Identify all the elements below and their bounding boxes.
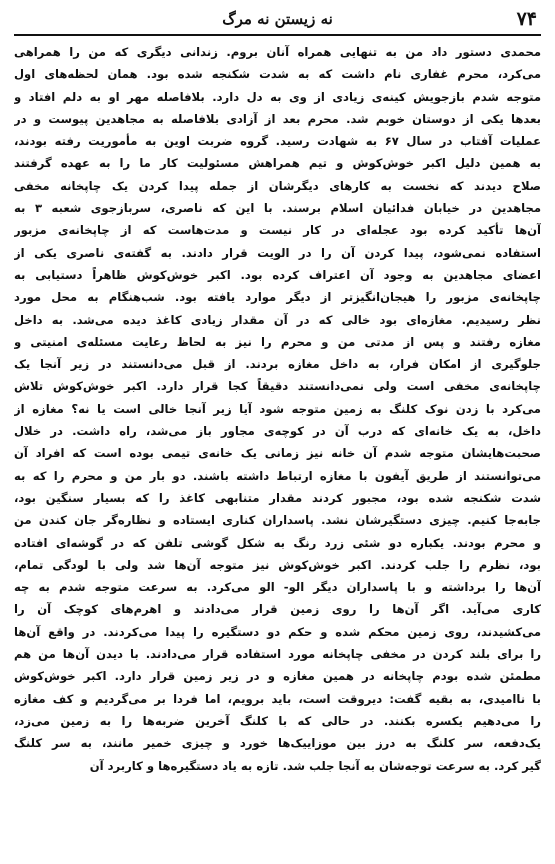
text-line: با ناامیدی، به بقیه گفت: دیروقت است، باید برویم، اما فردا بر می‌گردیم و کف مغازه xyxy=(14,691,541,706)
body-text xyxy=(14,41,541,777)
text-line: را می‌دهیم یکسره بکنند. در حالی که با کلنگ آخرین ضربه‌ها را به زمین می‌زد، xyxy=(14,713,541,728)
text-line: می‌کشیدند، روی زمین محکم شده و حکم دو دستگیره را پیدا می‌کردند. در واقع آن‌ها xyxy=(14,624,541,639)
text-line: صحبت‌هایشان متوجه شدم آن خانه نیز زمانی یک خانه‌ی تیمی بوده است که افراد آن xyxy=(14,446,541,461)
text-line: شدت شکنجه شده بود، مجبور کردند مقدار متنابهی کاغذ را که بسیار سنگین بود، xyxy=(14,490,541,505)
text-line: بود، نظرم را جلب کردند. اکبر خوش‌کوش نیز متوجه آن‌ها شد ولی با لودگی تمام، xyxy=(14,557,541,572)
text-line: می‌کرد، محرم غفاری نام داشت که به شدت شکنجه شده بود. همان لحظه‌های اول xyxy=(14,67,541,82)
text-line: مغازه رفتند و پس از مدتی من و محرم را نیز به لحاظ رعایت مسئله‌ی امنیتی و xyxy=(14,334,541,349)
text-line: چاپخانه‌ی مزبور را هیجان‌انگیزتر از دیگر موارد یافته بود. شب‌هنگام به محل مورد xyxy=(14,290,541,305)
text-line: داخل، به یک خانه‌ای که درب آن در کوچه‌ی مجاور باز می‌شد، راه داشت. در خلال xyxy=(14,424,541,439)
text-line: آن‌ها را برداشته و با پاسداران دیگر الو- الو می‌کرد. به سرعت متوجه شدم به چه xyxy=(14,580,541,595)
text-line: می‌کرد با زدن نوک کلنگ به زمین متوجه شود آیا زیر آنجا خالی است یا نه؟ مغازه از xyxy=(14,401,541,416)
text-line: مطمئن شده بودم چاپخانه در همین مغازه و در زیر زمین قرار دارد. اکبر خوش‌کوش xyxy=(14,669,541,684)
text-line: مجاهدین در خیابان فدائیان اسلام برسند. با این که ناصری، سربازجوی شعبه ۳ به xyxy=(14,201,541,216)
text-line: به همین دلیل اکبر خوش‌کوش و تیم همراهش مسئولیت کار ما را به عهده گرفتند xyxy=(14,156,541,171)
text-line: بعدها یکی از دوستان خوبم شد. محرم بعد از آزادی بلافاصله به مجاهدین پیوست و در xyxy=(14,111,541,126)
text-line: متوجه شدم بازجویش کینه‌ی زیادی از وی به دل دارد. بلافاصله مهر او به دلم افتاد و xyxy=(14,89,541,104)
text-line: عملیات آفتاب در سال ۶۷ به شهادت رسید. گروه ضربت اوین به مأموریت رفته بودند، xyxy=(14,134,541,149)
text-line: صلاح دیدند که نخست به کارهای دیگرشان از جمله پیدا کردن یک چاپخانه مخفی xyxy=(14,178,541,193)
page-number: ۷۴ xyxy=(516,8,537,30)
text-line: کاری می‌آید. اگر آن‌ها را روی زمین قرار می‌دادند و اهرم‌های کوچک آن را xyxy=(14,602,541,617)
text-line: آن‌ها تأکید کرده بود عجله‌ای در کار نیست و مدت‌هاست که از چاپخانه‌ی مزبور xyxy=(14,223,541,238)
running-title: نه زیستن نه مرگ xyxy=(222,10,333,28)
text-line: چاپخانه‌ی مخفی است ولی نمی‌دانستند دقیقاً کجا قرار دارد. اکبر خوش‌کوش تلاش xyxy=(14,379,541,394)
header-divider xyxy=(14,34,541,36)
text-line: گیر کرد. به سرعت توجه‌شان به آنجا جلب شد. تازه به یاد دستگیره‌ها و کاربرد آن xyxy=(89,758,541,773)
text-line: نظر رسیدیم. مغازه‌ای بود خالی که در آن مقدار زیادی کاغذ دیده می‌شد. به داخل xyxy=(14,312,541,327)
text-line: یک‌دفعه، سر کلنگ به درز بین موزاییک‌ها خورد و چیزی خمیر مانند، به سر کلنگ xyxy=(14,736,541,751)
text-line: و محرم بودند. یکباره دو شئی زرد رنگ به شکل گوشی تلفن که در گوشه‌ای افتاده xyxy=(14,535,541,550)
text-line: محمدی دستور داد من به تنهایی همراه آنان بروم. زندانی دیگری که من را همراهی xyxy=(14,45,541,59)
text-line: می‌توانستند از طریق آیفون با مغازه ارتباط داشته باشند. دو بار من و محرم را که به xyxy=(14,468,541,483)
page-header xyxy=(14,6,541,32)
text-line: اعضای مجاهدین به وجود آن اعتراف کرده بود. اکبر خوش‌کوش ظاهراً دستیابی به xyxy=(14,267,541,282)
text-line: جابه‌جا کنیم. چیزی دستگیرشان نشد. پاسداران کناری ایستاده و نظاره‌گر جان کندن من xyxy=(14,513,541,528)
text-line: جلوگیری از امکان فرار، به داخل مغازه بردند. از قبل می‌دانستند در زیر آنجا یک xyxy=(14,357,541,372)
text-line: را برای بلند کردن در مخفی چاپخانه مورد استفاده قرار می‌دادند. با دیدن آن‌ها من هم xyxy=(14,647,541,662)
text-line: استفاده نمی‌شود، پیدا کردن آن را در الویت قرار دادند. به گفته‌ی ناصری یکی از xyxy=(14,245,541,260)
